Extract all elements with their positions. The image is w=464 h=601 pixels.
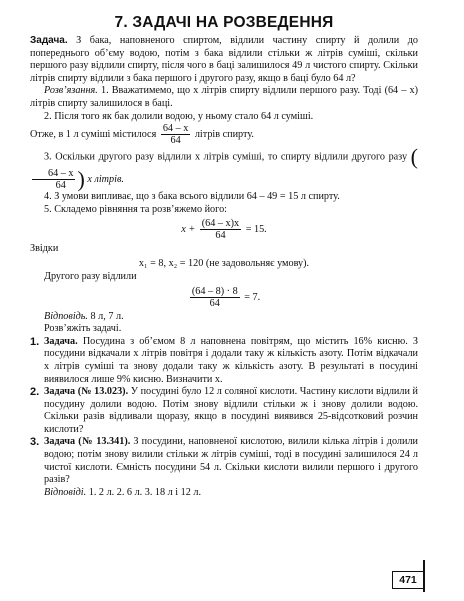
page-content <box>30 14 418 499</box>
answer-text: 8 л, 7 л. <box>90 310 124 322</box>
step-3-text: 3. Оскільки другого разу відлили x літрів суміші, то спирту відлили другого разу <box>44 151 408 163</box>
equation <box>30 218 418 241</box>
task-text: Посудина з об’ємом 8 л наповнена повітрям, що містить 16% кисню. З посудини відкачали x літрів повітря і додали таку ж кількість азоту. Потім відкачали x літрів суміші та знову додали таку ж кількість азоту. В результаті в посудині виявилося лише 9% кисню. Визначити x. <box>44 335 419 385</box>
whence-text: Звідки <box>30 243 59 255</box>
fraction-second-pour <box>32 168 75 191</box>
task-2 <box>30 386 418 436</box>
calculation-fraction <box>190 286 240 309</box>
task-text: З посудини, наповненої кислотою, вилили кілька літрів і долили водою; потім знову вилили стільки ж літрів суміші, тоді в посудині залишилося 24 л чистої кислоти. Ємність посудини 54 л. Скільки кислоти вилили першого і другого разів? <box>44 436 418 486</box>
step-2b-prefix: Отже, в 1 л суміші містилося <box>30 129 157 140</box>
page-number: 471 <box>392 571 424 589</box>
solution-step-1 <box>30 85 418 110</box>
task-label: Задача (№ 13.023). <box>44 386 129 398</box>
equation-fraction <box>200 218 241 241</box>
fraction-denominator: 64 <box>170 135 181 147</box>
fraction-numerator: 64 – x <box>32 168 75 180</box>
task-number: 3. <box>30 436 40 449</box>
solution-label: Розв’язання. <box>44 85 98 97</box>
task-text: У посудині було 12 л соляної кислоти. Частину кислоти відлили й посудину долили водою. Потім знову відлили стільки ж і знову долили водою. Скільки разів відливали щоразу, якщо в посудині виявився 25-відсотковий розчин кислоти? <box>44 386 418 435</box>
answer-label: Відповідь. <box>44 310 88 322</box>
task-label: Задача (№ 13.341). <box>44 436 131 448</box>
step-3-suffix: x літрів. <box>87 174 124 185</box>
solve-instruction: Розв’яжіть задачі. <box>44 323 122 335</box>
solution-step-3 <box>30 146 418 191</box>
answers-label: Відповіді. <box>44 486 87 498</box>
fraction-concentration <box>161 123 190 146</box>
fraction-numerator: (64 – x)x <box>201 218 240 230</box>
equation-right: = 15. <box>245 224 267 236</box>
task-3 <box>30 436 418 499</box>
task-number: 2. <box>30 386 40 399</box>
intro-text: З бака, наповненого спиртом, відлили частину спирту й долили до попереднього об’єму водою, потім з бака відлили стільки ж літрів суміші, скільки першого разу відлили спирту, після чого в баці залишилося 49 л чистого спирту. Скільки літрів спирту відлили з бака першого і другого разу, якщо в баці було 64 л? <box>30 35 418 84</box>
fraction-denominator: 64 <box>55 180 66 192</box>
fraction-denominator: 64 <box>209 297 220 309</box>
intro-label: Задача. <box>30 35 68 46</box>
step-1-text: 1. Вважатимемо, що x літрів спирту відлили першого разу. Тоді (64 – x) літрів спирту залишилося в баці. <box>30 85 419 109</box>
solution-step-5: 5. Складемо рівняння та розв’яжемо його: <box>44 203 227 215</box>
equation-left: x + <box>181 224 196 236</box>
calculation-right: = 7. <box>244 291 261 303</box>
fraction-denominator: 64 <box>215 230 226 242</box>
task-number: 1. <box>30 335 40 348</box>
step-2b-suffix: літрів спирту. <box>194 129 254 140</box>
solution-step-4: 4. З умови випливає, що з бака всього відлили 64 – 49 = 15 л спирту. <box>44 191 340 203</box>
second-pour-text: Другого разу відлили <box>44 270 137 282</box>
roots: x₁ = 8, x₂ = 120 (не задовольняє умову). <box>138 257 310 269</box>
calculation <box>30 286 418 309</box>
solution-step-2b <box>30 123 418 146</box>
task-1 <box>30 336 418 386</box>
intro-problem <box>30 35 418 85</box>
paren-close: ) <box>77 166 85 192</box>
fraction-numerator: 64 – x <box>162 123 189 135</box>
solution-answer <box>30 311 418 324</box>
paren-open: ( <box>410 144 418 170</box>
task-label: Задача. <box>44 335 78 347</box>
answers-text: 1. 2 л. 2. 6 л. 3. 18 л і 12 л. <box>88 486 202 498</box>
page-title: 7. ЗАДАЧІ НА РОЗВЕДЕННЯ <box>114 14 334 31</box>
fraction-numerator: (64 – 8) · 8 <box>191 285 238 297</box>
solution-step-2: 2. Після того як бак долили водою, у ньому стало 64 л суміші. <box>44 110 314 122</box>
